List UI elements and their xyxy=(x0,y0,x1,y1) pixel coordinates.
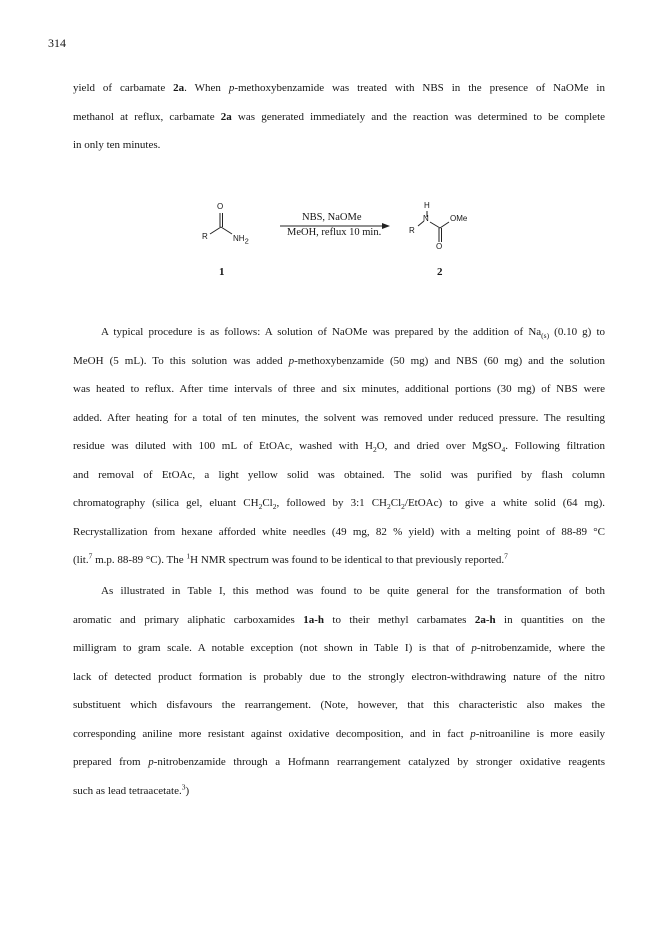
text-line: yield of carbamate 2a. When p-methoxybenzamide was treated with NBS in the presence of NaOMe in xyxy=(73,82,605,94)
text-line: such as lead tetraacetate.$^3$) xyxy=(73,781,190,797)
text-line: (lit.$^7$ m.p. 88-89 °C). The $^1$H NMR spectrum was found to be identical to that previously reported.$^7$ xyxy=(73,551,508,566)
text-line: milligram to gram scale. A notable exception (not shown in Table I) is that of p-nitrobenzamide, where the xyxy=(73,642,605,654)
text-line: residue was diluted with 100 mL of EtOAc, washed with $H_2O$, and dried over MgSO$_4$. Following filtration xyxy=(73,440,605,455)
paragraph-scope xyxy=(73,577,605,805)
product-n-label: N xyxy=(423,214,429,223)
text-line: chromatography (silica gel, eluant $CH_2Cl_2$, followed by 3:1 $CH_2Cl_2/EtOAc$) to give a white solid (64 mg). xyxy=(73,497,605,512)
text-line: and removal of EtOAc, a light yellow solid was obtained. The solid was purified by flash column xyxy=(73,468,605,481)
text-line: Recrystallization from hexane afforded white needles (49 mg, 82 % yield) with a melting point of 88-89 °C xyxy=(73,525,605,538)
conditions-top: NBS, NaOMe xyxy=(302,212,362,223)
compound-1-label: 1 xyxy=(219,266,225,278)
text-line: aromatic and primary aliphatic carboxamides 1a-h to their methyl carbamates 2a-h in quantities on the xyxy=(73,613,606,626)
reactant-nh2-label: $NH_2$ xyxy=(233,234,249,246)
text-line: methanol at reflux, carbamate 2a was generated immediately and the reaction was determined to be complete xyxy=(73,110,606,123)
paragraph-intro xyxy=(73,74,605,160)
text-line: As illustrated in Table I, this method was found to be quite general for the transformation of both xyxy=(101,585,605,597)
text-line: prepared from p-nitrobenzamide through a Hofmann rearrangement catalyzed by stronger oxidative reagents xyxy=(73,756,606,768)
page-number: 314 xyxy=(48,36,66,50)
product-h-label: H xyxy=(424,201,430,210)
text-line: added. After heating for a total of ten minutes, the solvent was removed under reduced pressure. The resulting xyxy=(73,411,605,424)
text-line: substituent which disfavours the rearrangement. (Note, however, that this characteristic also makes the xyxy=(73,699,605,711)
reactant-oxygen-label: O xyxy=(217,202,224,211)
compound-2-label: 2 xyxy=(437,266,443,278)
text-line: corresponding aniline more resistant against oxidative decomposition, and in fact p-nitroaniline is more easily xyxy=(73,727,606,740)
product-ome-label: OMe xyxy=(450,214,468,223)
text-line: MeOH (5 mL). To this solution was added p-methoxybenzamide (50 mg) and NBS (60 mg) and the solution xyxy=(73,354,605,367)
text-line: in only ten minutes. xyxy=(73,139,161,151)
reaction-scheme xyxy=(190,198,490,286)
reactant-r-label: R xyxy=(202,232,208,241)
text-line: A typical procedure is as follows: A solution of NaOMe was prepared by the addition of $Na_{(s)}$ (0.10 g) to xyxy=(101,326,605,341)
amide-structure xyxy=(210,213,232,234)
conditions-bottom: MeOH, reflux 10 min. xyxy=(287,227,382,238)
text-line: was heated to reflux. After time intervals of three and six minutes, additional portions (30 mg) of NBS were xyxy=(73,383,605,395)
product-oxygen-label: O xyxy=(436,242,443,251)
paragraph-procedure xyxy=(73,318,605,575)
text-line: lack of detected product formation is probably due to the strongly electron-withdrawing nature of the nitro xyxy=(73,670,605,683)
product-r-label: R xyxy=(409,226,415,235)
